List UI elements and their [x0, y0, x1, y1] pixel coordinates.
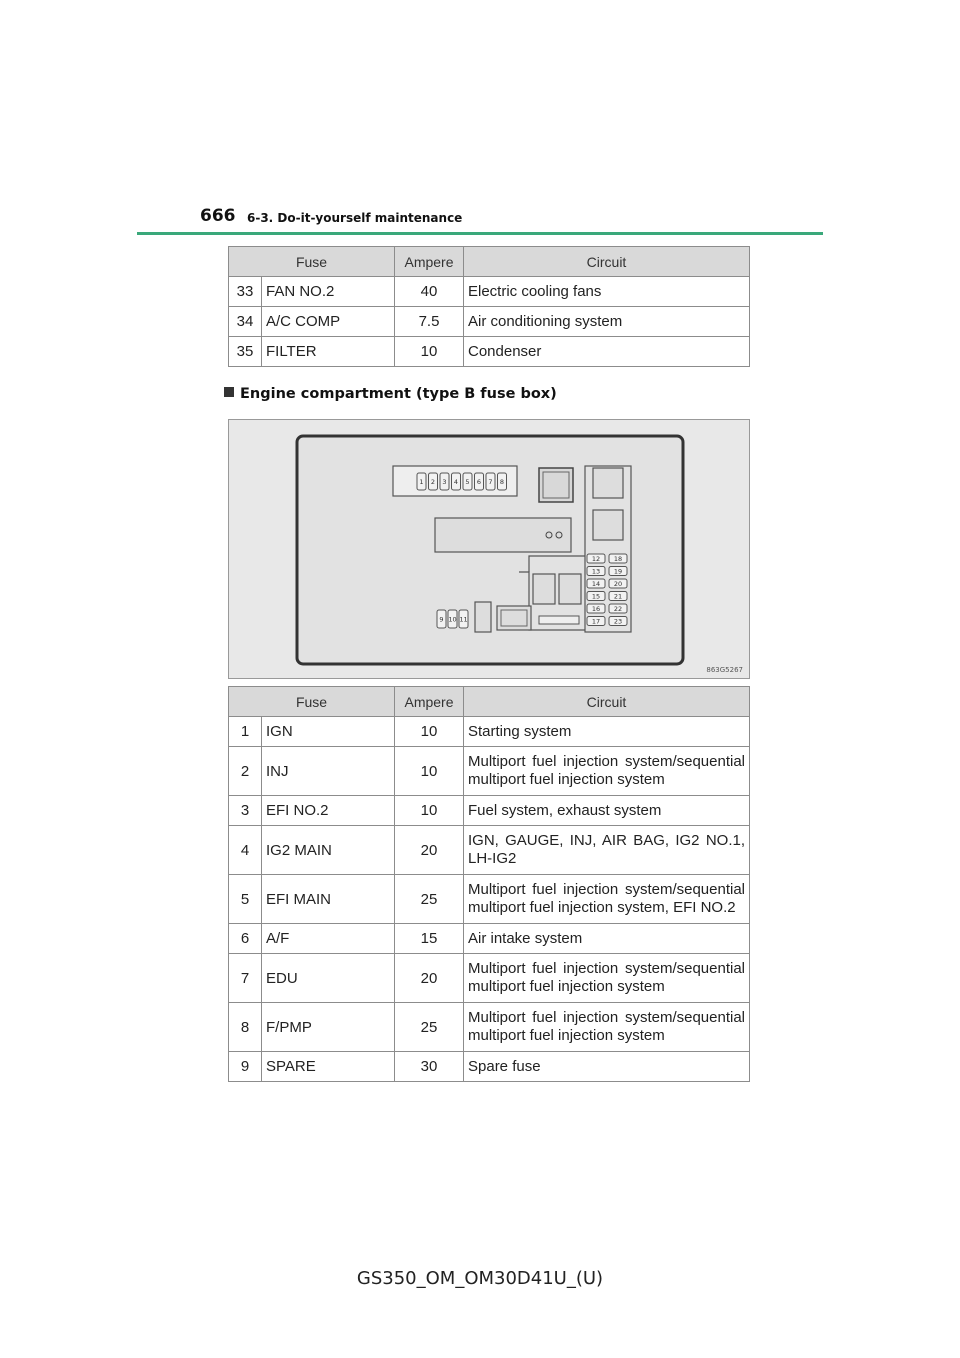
fuse-ampere: 15 — [395, 924, 464, 954]
table-row — [229, 1003, 750, 1052]
fuse-box-diagram — [228, 419, 750, 679]
fuse-label: 2 — [430, 478, 436, 486]
fuse-ampere: 10 — [395, 717, 464, 747]
fuse-circuit: Condenser — [464, 337, 750, 367]
relay — [475, 602, 491, 632]
fuse-label: 5 — [465, 478, 470, 486]
center-block — [435, 518, 571, 552]
fuse-name: FILTER — [262, 337, 395, 367]
fuse-label: 16 — [591, 605, 601, 613]
fuse-ampere: 10 — [395, 337, 464, 367]
subheading-text: Engine compartment (type B fuse box) — [240, 386, 557, 402]
relay — [559, 574, 581, 604]
fuse-number: 4 — [229, 826, 262, 875]
relay — [593, 510, 623, 540]
fuse-17 — [587, 617, 605, 626]
fuse-label: 15 — [591, 592, 601, 601]
square-bullet-icon — [224, 387, 234, 397]
fuse-name: IG2 MAIN — [262, 826, 395, 875]
fuse-label: 8 — [499, 478, 505, 486]
fuse-8 — [498, 473, 507, 490]
fuse-7 — [486, 473, 495, 490]
diagram-code: 863G5267 — [706, 666, 743, 674]
fuse-name: FAN NO.2 — [262, 277, 395, 307]
fuse-name: EFI MAIN — [262, 875, 395, 924]
table-row — [229, 875, 750, 924]
table-row — [229, 924, 750, 954]
fuse-20 — [609, 579, 627, 588]
fuse-label: 11 — [459, 615, 468, 624]
fuse-number: 34 — [229, 307, 262, 337]
fuse-13 — [587, 567, 605, 576]
fuse-ampere: 7.5 — [395, 307, 464, 337]
fuse-name: SPARE — [262, 1052, 395, 1082]
fuse-name: EDU — [262, 954, 395, 1003]
fuse-circuit: Multiport fuel injection system/sequential multiport fuel injection system — [464, 747, 750, 796]
fuse-name: A/C COMP — [262, 307, 395, 337]
fuse-number: 2 — [229, 747, 262, 796]
col-ampere: Ampere — [395, 247, 464, 277]
section-title: 6-3. Do-it-yourself maintenance — [247, 211, 463, 225]
table-row — [229, 717, 750, 747]
fuse-name: F/PMP — [262, 1003, 395, 1052]
table-row — [229, 337, 750, 367]
fuse-name: EFI NO.2 — [262, 796, 395, 826]
fuse-ampere: 25 — [395, 1003, 464, 1052]
table-row — [229, 277, 750, 307]
fuse-number: 5 — [229, 875, 262, 924]
table-header-row — [229, 687, 750, 717]
fuse-label: 18 — [613, 555, 623, 563]
fuse-label: 19 — [613, 567, 623, 576]
fuse-table-top — [228, 246, 750, 367]
fuse-label: 22 — [613, 605, 623, 613]
fuse-number: 9 — [229, 1052, 262, 1082]
fuse-label: 1 — [419, 478, 424, 486]
fuse-label: 14 — [591, 580, 601, 588]
fuse-6 — [475, 473, 484, 490]
header-rule — [137, 232, 823, 235]
fuse-ampere: 30 — [395, 1052, 464, 1082]
fuse-number: 1 — [229, 717, 262, 747]
fuse-23 — [609, 617, 627, 626]
table-row — [229, 1052, 750, 1082]
table-row — [229, 826, 750, 875]
col-fuse: Fuse — [229, 687, 395, 717]
fuse-label: 6 — [476, 478, 482, 486]
table-header-row — [229, 247, 750, 277]
fuse-number: 7 — [229, 954, 262, 1003]
fuse-number: 35 — [229, 337, 262, 367]
fuse-circuit: Spare fuse — [464, 1052, 750, 1082]
page-number: 666 — [200, 206, 236, 226]
fuse-number: 3 — [229, 796, 262, 826]
fuse-label: 3 — [442, 478, 447, 486]
fuse-15 — [587, 592, 605, 601]
fuse-2 — [429, 473, 438, 490]
fuse-circuit: Multiport fuel injection system/sequential multiport fuel injection system — [464, 954, 750, 1003]
relay — [593, 468, 623, 498]
fuse-ampere: 20 — [395, 826, 464, 875]
fuse-21 — [609, 592, 627, 601]
fuse-number: 8 — [229, 1003, 262, 1052]
fuse-3 — [440, 473, 449, 490]
fuse-label: 9 — [439, 615, 444, 624]
table-row — [229, 796, 750, 826]
col-circuit: Circuit — [464, 247, 750, 277]
fuse-14 — [587, 579, 605, 588]
table-row — [229, 747, 750, 796]
fuse-label: 17 — [591, 617, 601, 626]
fuse-label: 10 — [448, 615, 457, 624]
fuse-label: 21 — [613, 592, 623, 601]
fuse-label: 20 — [613, 580, 623, 588]
fuse-circuit: IGN, GAUGE, INJ, AIR BAG, IG2 NO.1, LH-IG2 — [464, 826, 750, 875]
fuse-5 — [463, 473, 472, 490]
fuse-circuit: Air conditioning system — [464, 307, 750, 337]
fuse-18 — [609, 554, 627, 563]
col-ampere: Ampere — [395, 687, 464, 717]
fuse-ampere: 10 — [395, 796, 464, 826]
fuse-slot — [539, 616, 579, 624]
fuse-ampere: 20 — [395, 954, 464, 1003]
fuse-name: INJ — [262, 747, 395, 796]
fuse-circuit: Air intake system — [464, 924, 750, 954]
fuse-label: 23 — [613, 617, 623, 626]
fuse-label: 12 — [591, 555, 601, 563]
fuse-10 — [448, 610, 457, 628]
fuse-circuit: Multiport fuel injection system/sequential multiport fuel injection system — [464, 1003, 750, 1052]
fuse-9 — [437, 610, 446, 628]
subheading — [224, 386, 557, 402]
fuse-circuit: Fuel system, exhaust system — [464, 796, 750, 826]
relay — [533, 574, 555, 604]
fuse-22 — [609, 604, 627, 613]
col-circuit: Circuit — [464, 687, 750, 717]
fuse-label: 4 — [453, 478, 459, 486]
fuse-ampere: 25 — [395, 875, 464, 924]
fuse-ampere: 10 — [395, 747, 464, 796]
table-row — [229, 307, 750, 337]
fuse-name: A/F — [262, 924, 395, 954]
col-fuse: Fuse — [229, 247, 395, 277]
fuse-11 — [459, 610, 468, 628]
relay — [539, 468, 573, 502]
fuse-ampere: 40 — [395, 277, 464, 307]
fuse-table-bottom — [228, 686, 750, 1082]
fuse-number: 33 — [229, 277, 262, 307]
fuse-12 — [587, 554, 605, 563]
table-row — [229, 954, 750, 1003]
fuse-19 — [609, 567, 627, 576]
fuse-name: IGN — [262, 717, 395, 747]
fuse-16 — [587, 604, 605, 613]
fuse-circuit: Multiport fuel injection system/sequential multiport fuel injection system, EFI NO.2 — [464, 875, 750, 924]
fuse-label: 13 — [591, 567, 601, 576]
footer-code: GS350_OM_OM30D41U_(U) — [356, 1268, 604, 1289]
fuse-circuit: Electric cooling fans — [464, 277, 750, 307]
fuse-circuit: Starting system — [464, 717, 750, 747]
fuse-1 — [417, 473, 426, 490]
fuse-box-illustration — [229, 420, 749, 678]
fuse-label: 7 — [488, 478, 493, 486]
fuse-4 — [452, 473, 461, 490]
fuse-number: 6 — [229, 924, 262, 954]
